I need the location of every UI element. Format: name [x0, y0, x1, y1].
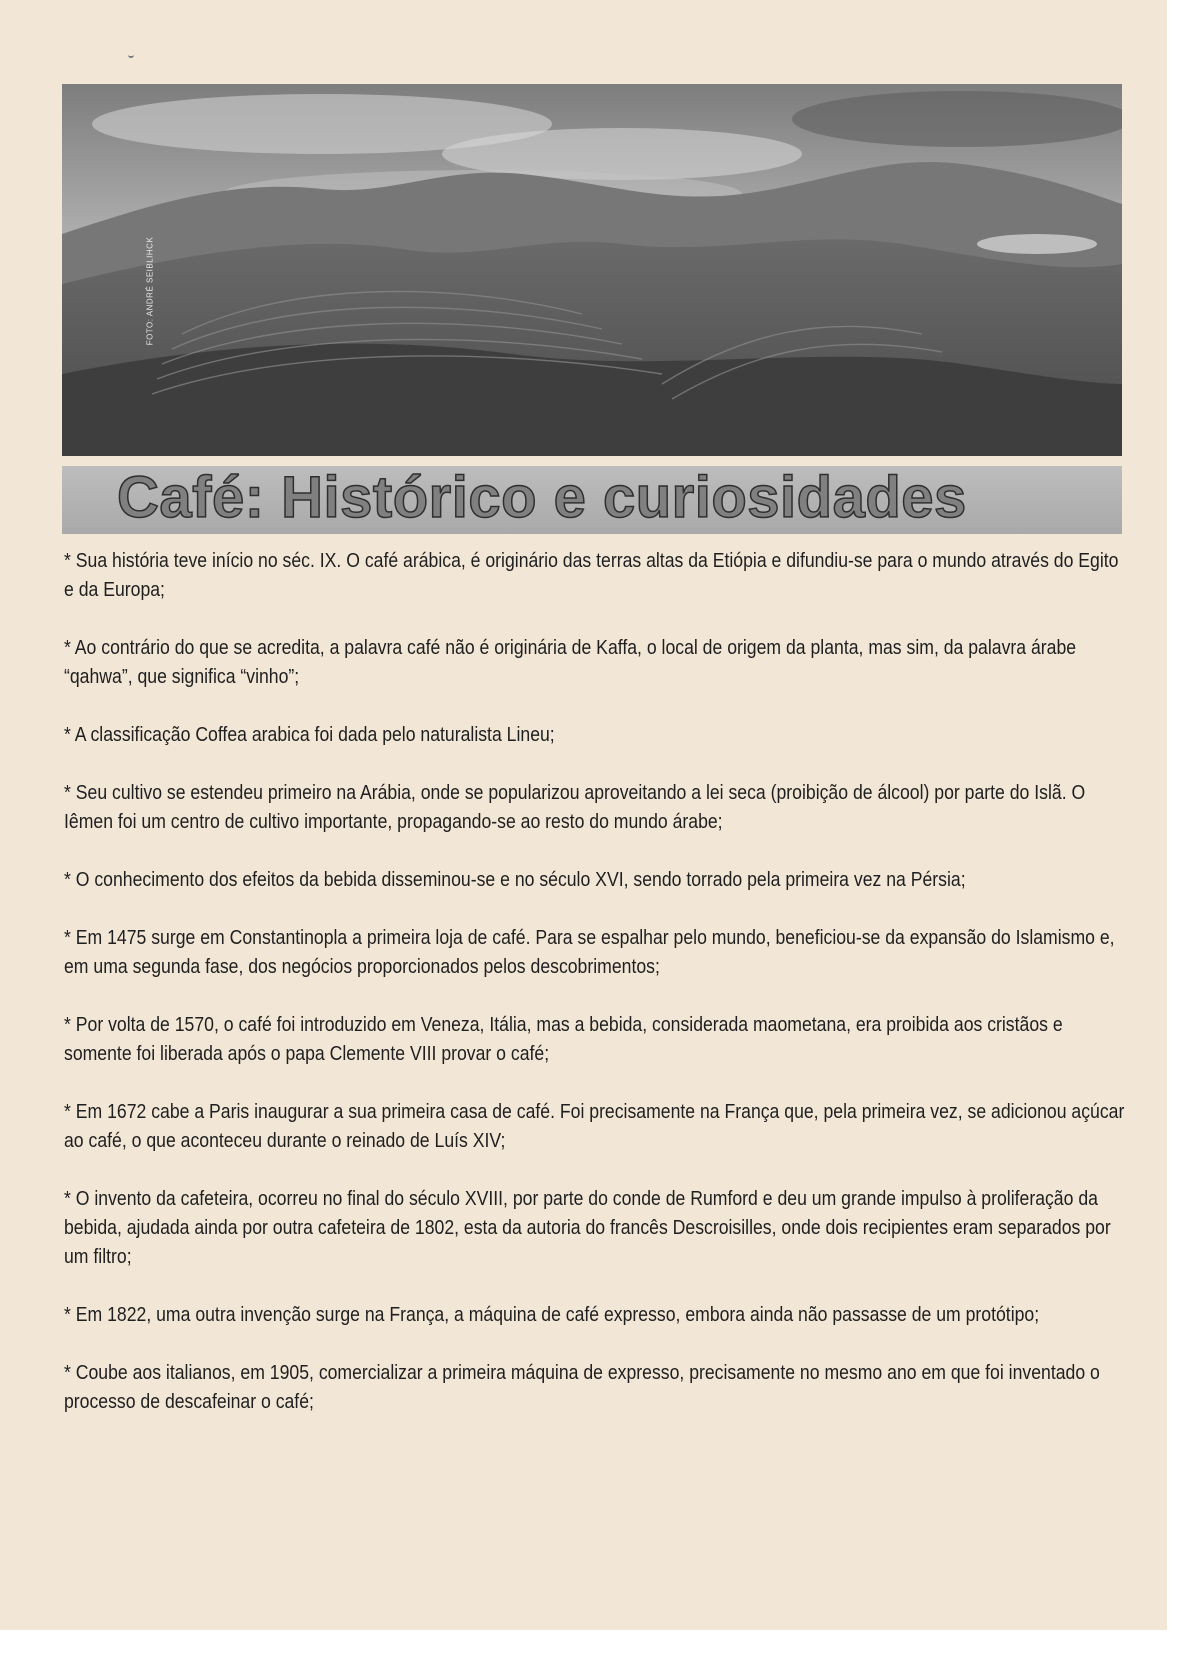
fact-item: * O conhecimento dos efeitos da bebida disseminou-se e no século XVI, sendo torrado pela primeira vez na Pérsia; — [64, 868, 966, 891]
fact-item: * Em 1475 surge em Constantinopla a primeira loja de café. Para se espalhar pelo mundo, beneficiou-se da expansão do Islamismo e, em uma segunda fase, dos negócios proporcionados pelos descobrimentos; — [64, 926, 1115, 978]
photo-credit-text: FOTO: ANDRÉ SEIBLIHCK — [145, 236, 155, 346]
paper-mark — [128, 52, 134, 58]
fact-item: * Por volta de 1570, o café foi introduzido em Veneza, Itália, mas a bebida, considerada maometana, era proibida aos cristãos e somente foi liberada após o papa Clemente VIII provar o café; — [64, 1013, 1063, 1065]
landscape-illustration — [62, 84, 1122, 456]
fact-item: * Em 1822, uma outra invenção surge na França, a máquina de café expresso, embora ainda não passasse de um protótipo; — [64, 1303, 1040, 1326]
fact-item: * Sua história teve início no séc. IX. O café arábica, é originário das terras altas da Etiópia e difundiu-se para o mundo através do Egito e da Europa; — [64, 549, 1119, 601]
fact-item: * Seu cultivo se estendeu primeiro na Arábia, onde se popularizou aproveitando a lei seca (proibição de álcool) por parte do Islã. O Iêmen foi um centro de cultivo importante, propagando-se ao resto do mundo árabe; — [64, 781, 1086, 833]
fact-item: * Coube aos italianos, em 1905, comercializar a primeira máquina de expresso, precisamente no mesmo ano em que foi inventado o processo de descafeinar o café; — [64, 1361, 1100, 1413]
fact-item: * Ao contrário do que se acredita, a palavra café não é originária de Kaffa, o local de origem da planta, mas sim, da palavra árabe “qahwa”, que significa “vinho”; — [64, 636, 1077, 688]
fact-item: * O invento da cafeteira, ocorreu no final do século XVIII, por parte do conde de Rumford e deu um grande impulso à proliferação da bebida, ajudada ainda por outra cafeteira de 1802, esta da autoria do francês Descroisilles, onde dois recipientes eram separados por um filtro; — [64, 1187, 1111, 1268]
fact-list — [64, 546, 1132, 1445]
fact-item: * A classificação Coffea arabica foi dada pelo naturalista Lineu; — [64, 723, 555, 746]
headline: Café: Histórico e curiosidades — [117, 466, 967, 530]
photo-credit — [140, 216, 160, 366]
fact-item: * Em 1672 cabe a Paris inaugurar a sua primeira casa de café. Foi precisamente na França que, pela primeira vez, se adicionou açúcar ao café, o que aconteceu durante o reinado de Luís XIV; — [64, 1100, 1125, 1152]
headline-banner — [62, 466, 1122, 534]
coffee-plantation-photo — [62, 84, 1122, 456]
